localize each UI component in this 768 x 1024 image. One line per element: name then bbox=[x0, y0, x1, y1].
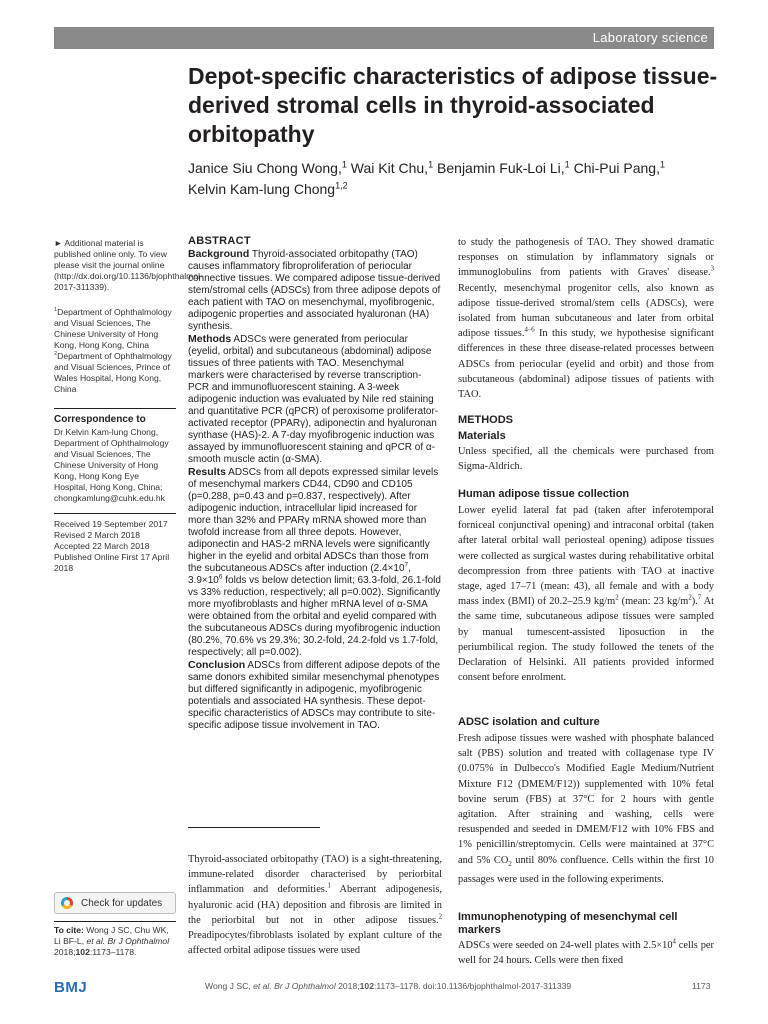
abstract-conclusion bbox=[188, 659, 442, 732]
date-published: Published Online First 17 April 2018 bbox=[54, 552, 170, 573]
section-label: Laboratory science bbox=[592, 30, 708, 45]
author-list bbox=[188, 158, 718, 200]
immuno-sup: 4 bbox=[672, 938, 676, 946]
immuno-heading: Immunophenotyping of mesenchymal cell markers bbox=[458, 911, 678, 936]
abstract-background bbox=[188, 248, 442, 333]
aff-1-num: 1 bbox=[54, 307, 58, 314]
affiliation-2: Department of Ophthalmology and Visual Sciences, Prince of Wales Hospital, Hong Kong, China bbox=[54, 351, 172, 394]
materials-heading: Materials bbox=[458, 430, 506, 442]
results-sup: 7 bbox=[404, 561, 409, 569]
intro-text: Aberrant adipogenesis, hyaluronic acid (HA) deposition and fibrosis are limited in the periorbital but not in other adipose tissues. bbox=[188, 884, 442, 926]
abstract-heading: ABSTRACT bbox=[188, 235, 251, 247]
collection-part: (mean: 23 kg/m bbox=[618, 596, 689, 608]
collection-sup: 7 bbox=[697, 594, 702, 602]
cite-text: 2018; bbox=[54, 947, 76, 957]
footer-volume: 102 bbox=[359, 981, 374, 991]
immuno-part: ADSCs were seeded on 24-well plates with 2.5×10 bbox=[458, 940, 673, 951]
article-dates bbox=[54, 519, 174, 574]
cite-label: To cite: bbox=[54, 925, 84, 935]
sidebar-divider bbox=[54, 513, 176, 514]
abstract-methods bbox=[188, 333, 442, 466]
footer-text: 2018; bbox=[335, 981, 360, 991]
author-5: Kelvin Kam-lung Chong bbox=[188, 181, 336, 197]
page-footer bbox=[205, 981, 655, 991]
conclusion-label: Conclusion bbox=[188, 659, 246, 671]
author-2-aff: 1 bbox=[428, 159, 434, 170]
collection-text bbox=[458, 503, 714, 685]
intro-text: In this study, we hypothesise significant differences in these three disease-related processes between ADSCs from periocular (eyelid and orbit) and those from subcutaneous (abdominal) adipose tissues of patients with TAO. bbox=[458, 328, 714, 401]
methods-heading: METHODS bbox=[458, 414, 513, 426]
introduction-paragraph bbox=[188, 852, 442, 958]
collection-heading: Human adipose tissue collection bbox=[458, 488, 630, 500]
correspondence-details: Dr Kelvin Kam-lung Chong, Department of Ophthalmology and Visual Sciences, The Chinese University of Hong Kong, Hong Kong Eye Hospital, Hong Kong, China; chongkamlung@cuhk.edu.hk bbox=[54, 427, 169, 503]
check-for-updates-label: Check for updates bbox=[81, 897, 163, 909]
author-5-aff: 1,2 bbox=[335, 180, 348, 191]
results-label: Results bbox=[188, 466, 226, 478]
ref-sup: 4–6 bbox=[524, 326, 535, 334]
intro-continued bbox=[458, 235, 714, 402]
abstract-results bbox=[188, 466, 442, 659]
background-text: Thyroid-associated orbitopathy (TAO) causes inflammatory fibroproliferation of periocular connective tissues. We compared adipose tissue-derived stem/stromal cells (ADSCs) from three adipose depots of each patient with TAO on mesenchymal, myofibrogenic, adipogenic properties and associated hyaluronan (HA) synthesis. bbox=[188, 249, 441, 332]
isolation-sub: 2 bbox=[508, 860, 512, 868]
author-1: Janice Siu Chong Wong, bbox=[188, 160, 342, 176]
correspondence-heading: Correspondence to bbox=[54, 414, 146, 425]
background-label: Background bbox=[188, 248, 250, 260]
author-2: Wai Kit Chu, bbox=[346, 160, 429, 176]
methods-label: Methods bbox=[188, 333, 232, 345]
crossmark-icon bbox=[61, 897, 73, 909]
affiliations bbox=[54, 307, 174, 395]
citation-box bbox=[54, 925, 176, 958]
intro-text: to study the pathogenesis of TAO. They showed dramatic responses on stimulation by inflammatory signals or immunoglobulins from patients with Graves' disease. bbox=[458, 237, 714, 279]
affiliation-1: Department of Ophthalmology and Visual Sciences, The Chinese University of Hong Kong, Hong Kong, China bbox=[54, 307, 172, 350]
cite-volume: 102 bbox=[75, 947, 90, 957]
intro-text: Preadipocytes/fibroblasts isolated by explant culture of the affected orbital adipose tissues were used bbox=[188, 930, 442, 957]
collection-sup: 2 bbox=[615, 594, 619, 602]
author-3: Benjamin Fuk-Loi Li, bbox=[433, 160, 565, 176]
intro-text: Thyroid-associated orbitopathy (TAO) is a sight-threatening, immune-related disorder characterised by periorbital inflammation and deformities. bbox=[188, 854, 442, 896]
author-3-aff: 1 bbox=[564, 159, 570, 170]
supplementary-note: ► Additional material is published online only. To view please visit the journal online (http://dx.doi.org/10.1136/bjophthalmol-2017-311339). bbox=[54, 238, 203, 292]
footer-journal: et al. Br J Ophthalmol bbox=[253, 981, 336, 991]
results-text: folds vs below detection limit; 63.3-fold, 26.1-fold vs 33% reduction, respectively; all p=0.002). Significantly more myofibroblasts and higher mRNA level of α-SMA were obtained from the orbital and eyelid compared with the subcutaneous ADSCs during myofibrogenic induction (80.2%, 70.6% vs 29.3%; 30.2-fold, 24.2-fold vs 1.7-fold, respectively; all p=0.002). bbox=[188, 575, 441, 658]
isolation-heading: ADSC isolation and culture bbox=[458, 716, 600, 728]
isolation-part: Fresh adipose tissues were washed with phosphate balanced salt (PBS) solution and treated with collagenase type IV (0.075% in Dulbecco's Modified Eagle Medium/Nutrient Mixture F12 (DMEM/F12)) supplemented with 10% fetal bovine serum (FBS) at 37°C for 2 hours with gentle agitation. After straining and washing, cells were resuspended and seeded in DMEM/F12 with 10% FBS and 1% penicillin/streptomycin. Cells were maintained at 37°C and 5% CO bbox=[458, 733, 714, 866]
author-1-aff: 1 bbox=[341, 159, 347, 170]
aff-2-num: 2 bbox=[54, 351, 58, 358]
cite-divider bbox=[54, 921, 176, 922]
collection-part: ). bbox=[691, 596, 698, 608]
cite-journal: et al. Br J Ophthalmol bbox=[86, 936, 170, 946]
bmj-logo: BMJ bbox=[54, 979, 88, 996]
isolation-part: until 80% confluence. Cells within the first 10 passages were used in the following experiments. bbox=[458, 854, 714, 885]
footer-text: Wong J SC, bbox=[205, 981, 254, 991]
abstract bbox=[188, 235, 442, 732]
author-4-aff: 1 bbox=[660, 159, 666, 170]
collection-sup: 2 bbox=[688, 594, 692, 602]
section-banner bbox=[54, 27, 714, 49]
author-4: Chi-Pui Pang, bbox=[569, 160, 660, 176]
intro-text: Recently, mesenchymal progenitor cells, also known as adipose tissue-derived stromal/stem cells (ADSCs), were isolated from human subcutaneous and later from orbital adipose tissues. bbox=[458, 282, 714, 340]
date-received: Received 19 September 2017 bbox=[54, 519, 168, 529]
article-title: Depot-specific characteristics of adipose tissue-derived stromal cells in thyroid-associated orbitopathy bbox=[188, 63, 718, 147]
conclusion-text: ADSCs from different adipose depots of the same donors exhibited similar mesenchymal phenotypes but differed significantly in adipogenic, myofibrogenic potentials and associated HA synthesis. These depot-specific characteristics of ADSCs may contribute to site-specific adipose tissue involvement in TAO. bbox=[188, 660, 441, 731]
results-text: ADSCs from all depots expressed similar levels of mesenchymal markers CD44, CD90 and CD105 (p=0.288, p=0.43 and p=0.837, respectively). After adipogenic induction, intracellular lipid increased for more than 32% and PPARγ mRNA showed more than twofold increase from all three depots. However, adiponectin and HAS-2 mRNA levels were significantly higher in the eyelid and orbital ADSCs than those from the subcutaneous ADSCs after induction (2.4×10 bbox=[188, 467, 439, 574]
collection-part: Lower eyelid lateral fat pad (taken after inferotemporal forniceal conjunctival opening) and intraconal orbital (taken after lateral orbital wall periosteal opening) adipose tissues were collected as surgical wastes during rehabilitative orbital decompression from three patients with TAO at inactive stage, aged 17–71 (mean: 43), all female and with a body mass index (BMI) of 20.2–25.9 kg/m bbox=[458, 505, 714, 608]
results-sup: 6 bbox=[218, 573, 223, 581]
immuno-text bbox=[458, 938, 714, 968]
ref-sup: 2 bbox=[438, 913, 442, 921]
page-number: 1173 bbox=[692, 981, 711, 991]
date-accepted: Accepted 22 March 2018 bbox=[54, 541, 150, 551]
sidebar-divider bbox=[54, 408, 176, 409]
ref-sup: 3 bbox=[710, 265, 714, 273]
materials-text: Unless specified, all the chemicals were purchased from Sigma-Aldrich. bbox=[458, 446, 714, 473]
check-for-updates-button[interactable] bbox=[54, 892, 176, 914]
ref-sup: 1 bbox=[327, 882, 331, 890]
results-text: , 3.9×10 bbox=[188, 563, 411, 586]
isolation-text bbox=[458, 731, 714, 887]
cite-text: Wong J SC, Chu WK, Li BF-L, bbox=[54, 925, 169, 946]
footer-doi: :1173–1178. doi:10.1136/bjophthalmol-2017-311339 bbox=[373, 981, 572, 991]
abstract-divider bbox=[188, 827, 320, 828]
collection-part: At the same time, subcutaneous adipose tissues were sampled by manual tumescent-assisted liposuction in the periumbilical region. The study followed the tenets of the Declaration of Helsinki. All patients provided informed consent before enrolment. bbox=[458, 596, 714, 684]
date-revised: Revised 2 March 2018 bbox=[54, 530, 140, 540]
methods-text: ADSCs were generated from periocular (eyelid, orbital) and subcutaneous (abdominal) adipose tissues of three patients with TAO. Mesenchymal markers were characterised by reverse transcription-PCR and immunofluorescent staining. A 3-week adipogenic induction was evaluated by Nile red staining and quantitative PCR (qPCR) of peroxisome proliferator-activated receptor (PPARγ), adiponectin and hyaluronan synthase (HAS)-2. A 7-day myofibrogenic induction was assayed by immunofluorescent staining and qPCR of α-smooth muscle actin (α-SMA). bbox=[188, 334, 439, 465]
immuno-part: cells per well for 24 hours. Cells were then fixed bbox=[458, 940, 714, 967]
cite-text: :1173–1178. bbox=[89, 947, 137, 957]
